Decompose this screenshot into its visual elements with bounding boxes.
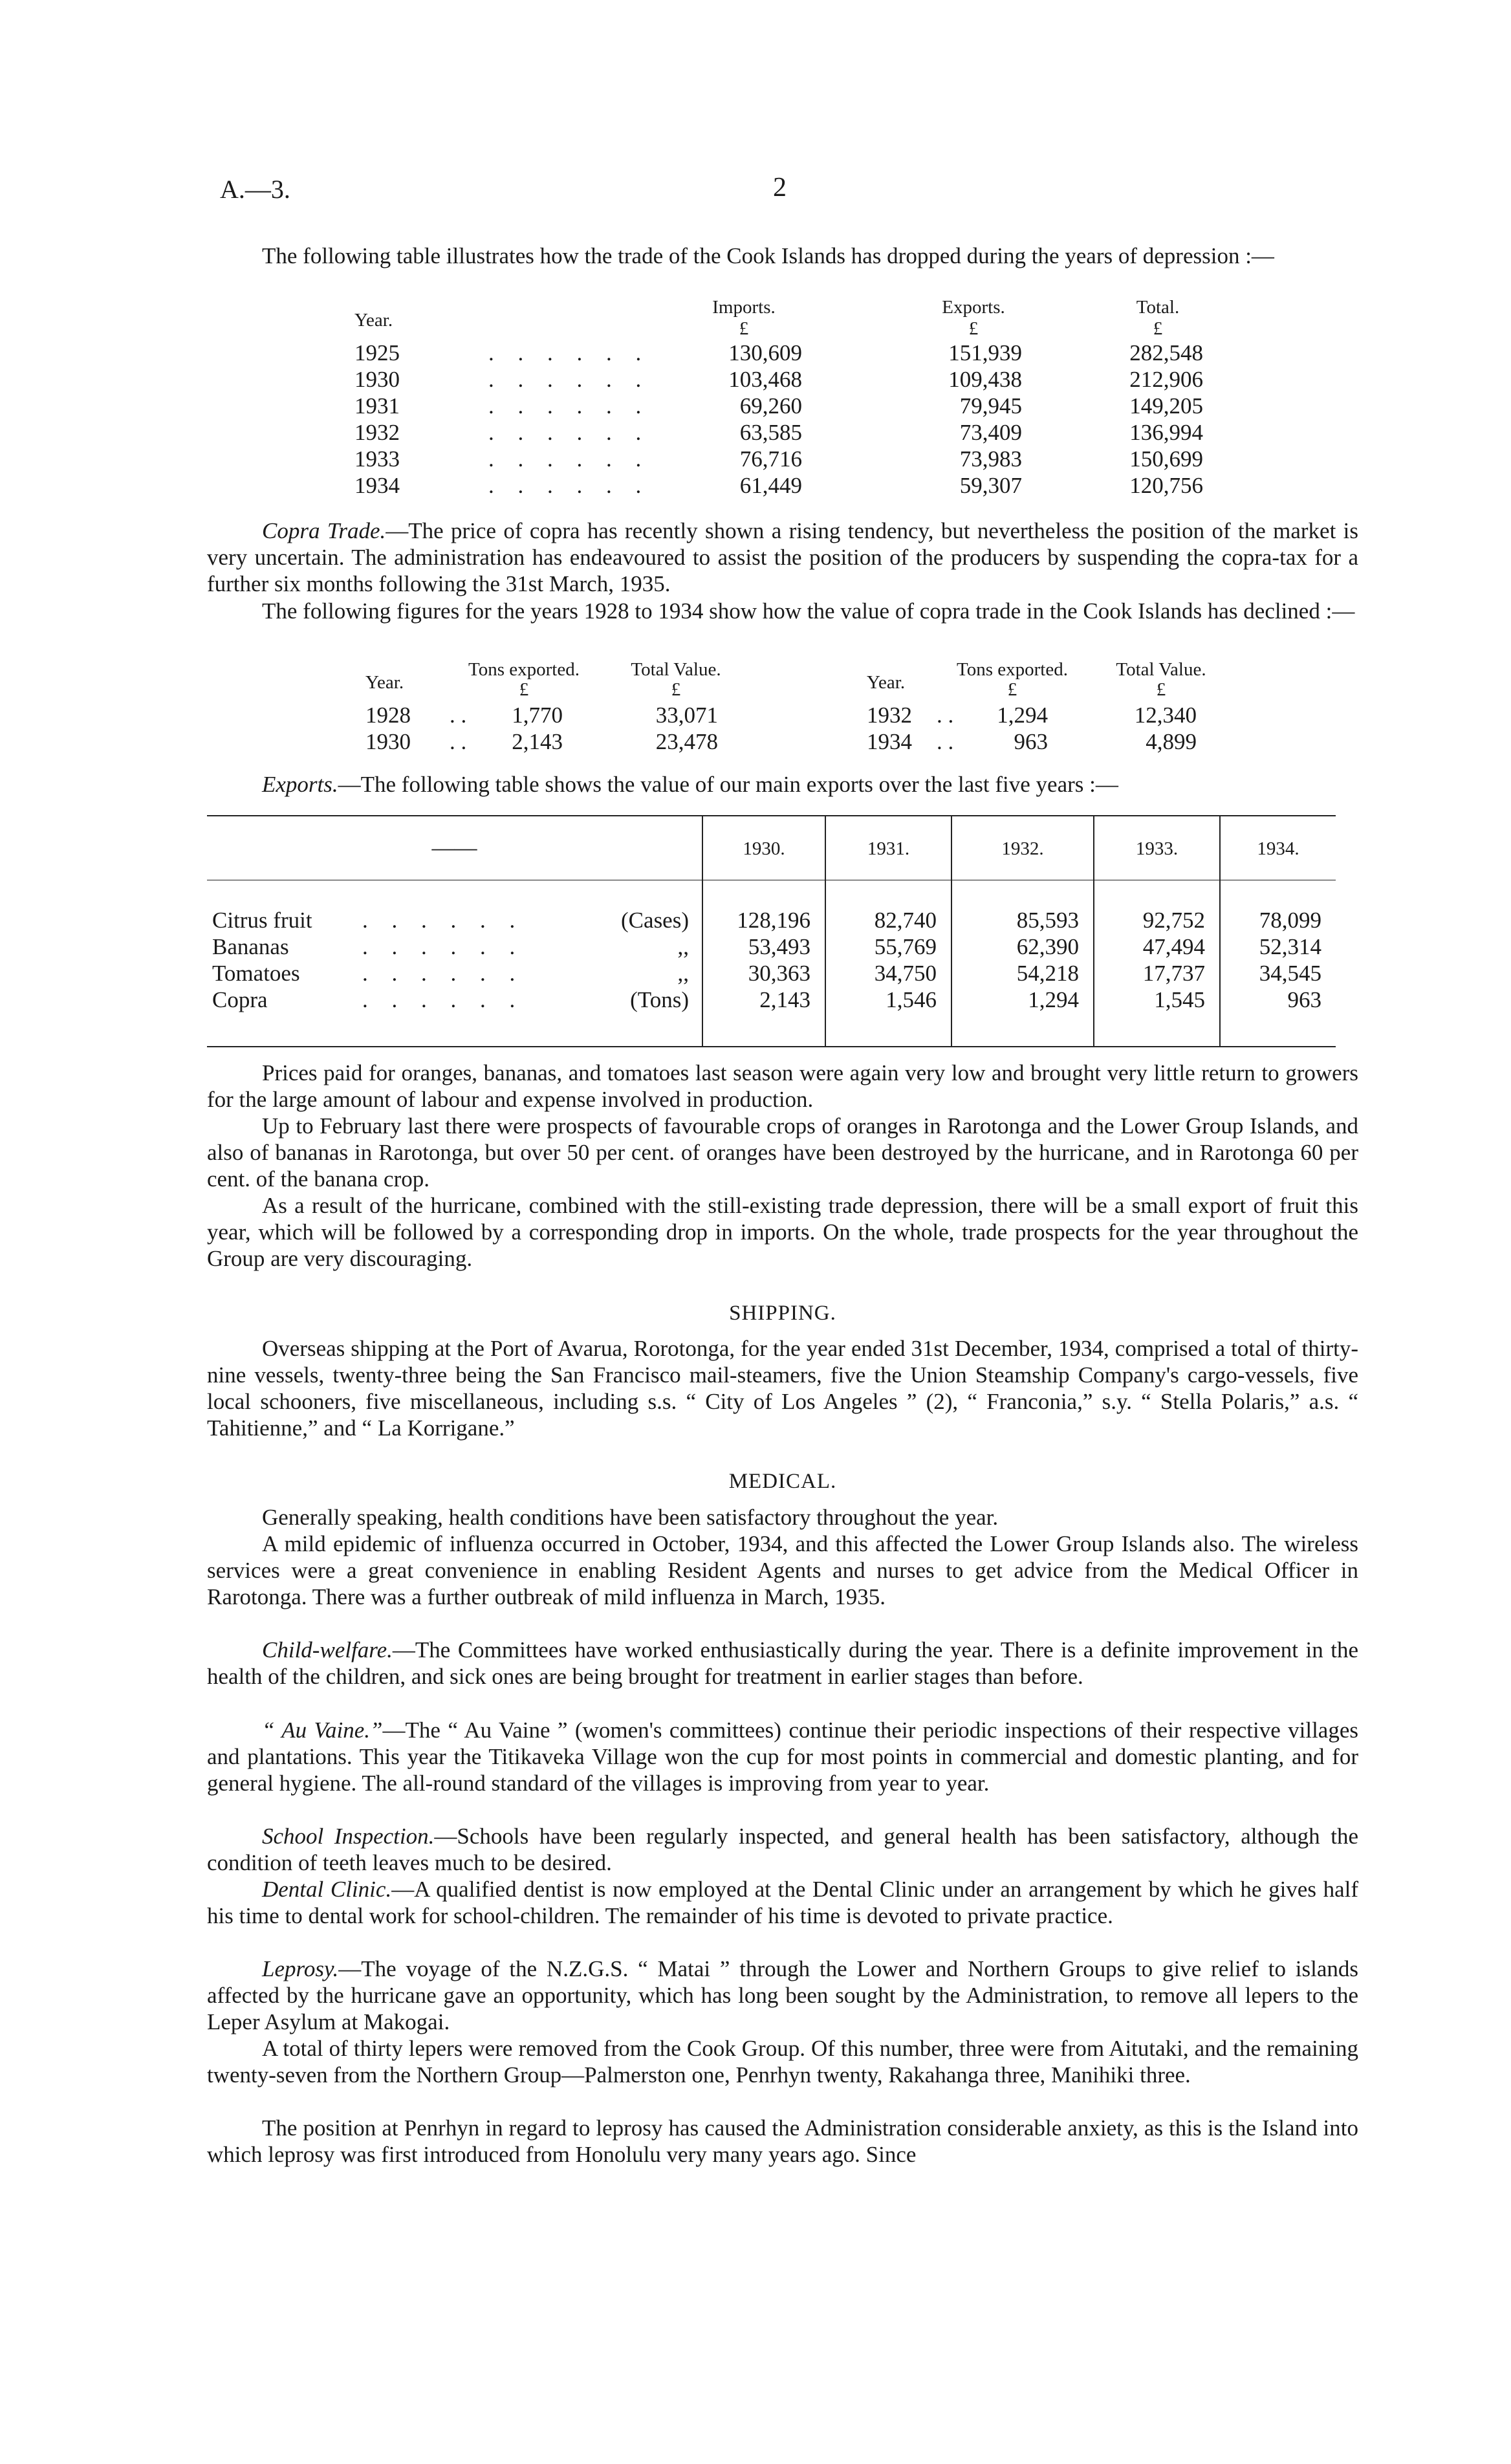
exports-row-leader: . . . . . . — [362, 934, 525, 959]
exports-row-item: Tomatoes — [212, 961, 300, 986]
exports-row-value: 62,390 — [1016, 934, 1079, 959]
trade-row-exports: 73,409 — [959, 420, 1022, 445]
exports-row-unit: (Cases) — [621, 908, 689, 933]
exports-row-value: 53,493 — [748, 934, 810, 959]
shipping-heading: SHIPPING. — [729, 1302, 836, 1325]
trade-row-year: 1932 — [354, 420, 400, 445]
copra-right-value: 4,899 — [1146, 729, 1197, 754]
trade-row-leader: . . . . . . — [488, 393, 651, 419]
copra-right-col-year: Year. — [867, 672, 906, 693]
child-welfare-paragraph — [207, 1637, 1358, 1690]
trade-row-imports: 103,468 — [728, 367, 802, 392]
copra-text: —The price of copra has recently shown a rising tendency, but nevertheless the position of the market is very uncertain. The administration has endeavoured to assist the position of the producers by suspending the copra-tax for a further six months following the 31st March, 1935. — [207, 518, 1358, 596]
school-inspection-title: School Inspection. — [262, 1824, 435, 1849]
trade-row-total: 120,756 — [1129, 473, 1203, 498]
document-reference: A.—3. — [220, 175, 290, 204]
copra-right-tons: 963 — [1014, 729, 1048, 754]
trade-row-imports: 130,609 — [728, 340, 802, 365]
trade-row-imports: 76,716 — [739, 446, 802, 472]
trade-row-leader: . . . . . . — [488, 367, 651, 392]
copra-title: Copra Trade. — [262, 518, 386, 543]
copra-right-leader: . . — [937, 703, 954, 728]
trade-row-exports: 79,945 — [959, 393, 1022, 419]
exports-row-value: 55,769 — [874, 934, 937, 959]
trade-unit-imports: £ — [739, 318, 749, 339]
exports-row-value: 17,737 — [1142, 961, 1205, 986]
exports-table-top-rule — [207, 815, 1336, 816]
copra-paragraph-2: The following figures for the years 1928 to 1934 show how the value of copra trade in the Cook Islands has declined :— — [262, 598, 1355, 624]
copra-left-year: 1930 — [365, 729, 411, 754]
exports-intro — [207, 771, 1358, 798]
dental-clinic-title: Dental Clinic. — [262, 1877, 392, 1902]
exports-row-item: Copra — [212, 987, 268, 1012]
copra-left-value: 23,478 — [655, 729, 718, 754]
copra-right-year: 1934 — [867, 729, 912, 754]
trade-row-imports: 69,260 — [739, 393, 802, 419]
au-vaine-text: —The “ Au Vaine ” (women's committees) continue their periodic inspections of their respective villages and plantations. This year the Titikaveka Village won the cup for most points in commercial and domestic planting, and for general hygiene. The all-round standard of the villages is improving from year to year. — [207, 1717, 1358, 1796]
exports-row-value: 128,196 — [737, 908, 810, 933]
shipping-paragraph: Overseas shipping at the Port of Avarua, Rorotonga, for the year ended 31st December, 1934, comprised a total of thirty-nine vessels, twenty-three being the San Francisco mail-steamers, five the Union Steamship Company's cargo-vessels, five local schooners, five miscellaneous, including s.s. “ City of Los Angeles ” (2), “ Franconia,” s.y. “ Stella Polaris,” a.s. “ Tahitienne,” and “ La Korrigane.” — [207, 1336, 1358, 1441]
trade-row-total: 150,699 — [1129, 446, 1203, 472]
trade-unit-exports: £ — [968, 318, 979, 339]
trade-row-leader: . . . . . . — [488, 340, 651, 365]
exports-row-leader: . . . . . . — [362, 908, 525, 933]
page-number: 2 — [773, 173, 787, 202]
au-vaine-paragraph — [207, 1717, 1358, 1796]
copra-left-unit-tons: £ — [519, 679, 529, 700]
exports-row-item: Bananas — [212, 934, 289, 959]
exports-col-year: 1932. — [1001, 838, 1044, 859]
exports-row-value: 78,099 — [1259, 908, 1321, 933]
au-vaine-title: “ Au Vaine.” — [262, 1717, 383, 1743]
trade-row-exports: 73,983 — [959, 446, 1022, 472]
trade-col-exports: Exports. — [942, 297, 1005, 318]
school-inspection-paragraph — [207, 1823, 1358, 1876]
exports-row-value: 47,494 — [1142, 934, 1205, 959]
trade-row-leader: . . . . . . — [488, 473, 651, 498]
trade-col-year: Year. — [354, 310, 393, 331]
exports-row-unit: ,, — [677, 961, 689, 986]
trade-row-total: 136,994 — [1129, 420, 1203, 445]
copra-right-tons: 1,294 — [997, 703, 1048, 728]
copra-right-unit-tons: £ — [1007, 679, 1017, 700]
trade-row-imports: 61,449 — [739, 473, 802, 498]
exports-table-bottom-rule — [207, 1046, 1336, 1047]
trade-row-leader: . . . . . . — [488, 420, 651, 445]
copra-right-col-value: Total Value. — [1116, 659, 1206, 680]
copra-right-unit-value: £ — [1156, 679, 1166, 700]
trade-row-year: 1931 — [354, 393, 400, 419]
trade-col-total: Total. — [1136, 297, 1180, 318]
paragraph-hurricane: As a result of the hurricane, combined with the still-existing trade depression, there will be a small export of fruit this year, which will be followed by a corresponding drop in imports. On the whole, trade prospects for the year throughout the Group are very discouraging. — [207, 1193, 1358, 1271]
copra-left-value: 33,071 — [655, 703, 718, 728]
exports-row-unit: (Tons) — [630, 987, 689, 1012]
trade-row-total: 282,548 — [1129, 340, 1203, 365]
trade-row-exports: 59,307 — [959, 473, 1022, 498]
copra-left-col-value: Total Value. — [631, 659, 721, 680]
trade-row-total: 212,906 — [1129, 367, 1203, 392]
trade-row-year: 1925 — [354, 340, 400, 365]
medical-heading: MEDICAL. — [728, 1470, 837, 1493]
exports-row-value: 54,218 — [1016, 961, 1079, 986]
exports-blank-header: —— — [431, 835, 477, 860]
exports-row-value: 82,740 — [874, 908, 937, 933]
copra-right-value: 12,340 — [1134, 703, 1197, 728]
trade-unit-total: £ — [1153, 318, 1163, 339]
exports-row-leader: . . . . . . — [362, 961, 525, 986]
exports-row-value: 963 — [1287, 987, 1321, 1012]
trade-row-year: 1933 — [354, 446, 400, 472]
exports-row-item: Citrus fruit — [212, 908, 312, 933]
copra-left-col-year: Year. — [365, 672, 404, 693]
exports-row-value: 1,545 — [1154, 987, 1205, 1012]
trade-row-leader: . . . . . . — [488, 446, 651, 472]
exports-col-year: 1931. — [867, 838, 910, 859]
school-inspection-text: —Schools have been regularly inspected, and general health has been satisfactory, although the condition of teeth leaves much to be desired. — [207, 1824, 1358, 1875]
trade-row-year: 1934 — [354, 473, 400, 498]
copra-left-unit-value: £ — [671, 679, 681, 700]
copra-left-year: 1928 — [365, 703, 411, 728]
exports-col-year: 1930. — [743, 838, 785, 859]
exports-row-value: 1,546 — [886, 987, 937, 1012]
paragraph-prospects: Up to February last there were prospects of favourable crops of oranges in Rarotonga and the Lower Group Islands, and also of bananas in Rarotonga, but over 50 per cent. of oranges have been destroyed by the hurricane, and in Rarotonga 60 per cent. of the banana crop. — [207, 1113, 1358, 1192]
exports-row-value: 1,294 — [1028, 987, 1079, 1012]
dental-clinic-paragraph — [207, 1876, 1358, 1929]
child-welfare-title: Child-welfare. — [262, 1637, 393, 1663]
trade-row-exports: 151,939 — [948, 340, 1022, 365]
leprosy-title: Leprosy. — [262, 1956, 339, 1981]
exports-intro-text: —The following table shows the value of our main exports over the last five years :— — [338, 772, 1118, 797]
copra-paragraph-1 — [207, 518, 1358, 597]
dental-clinic-text: —A qualified dentist is now employed at the Dental Clinic under an arrangement by which he gives half his time to dental work for school-children. The remainder of his time is devoted to private practice. — [207, 1877, 1359, 1928]
medical-paragraph-general: Generally speaking, health conditions have been satisfactory throughout the year. — [262, 1505, 999, 1530]
exports-row-value: 30,363 — [748, 961, 810, 986]
medical-paragraph-influenza: A mild epidemic of influenza occurred in October, 1934, and this affected the Lower Group Islands also. The wireless services were a great convenience in enabling Resident Agents and nurses to get advice from the Medical Officer in Rarotonga. There was a further outbreak of mild influenza in March, 1935. — [207, 1531, 1358, 1609]
leprosy-text: —The voyage of the N.Z.G.S. “ Matai ” through the Lower and Northern Groups to give relief to islands affected by the hurricane gave an opportunity, which has long been sought by the Administration, to remove all lepers to the Leper Asylum at Makogai. — [207, 1956, 1358, 2034]
copra-left-leader: . . — [450, 729, 467, 754]
trade-row-total: 149,205 — [1129, 393, 1203, 419]
exports-row-value: 34,545 — [1259, 961, 1321, 986]
paragraph-prices: Prices paid for oranges, bananas, and tomatoes last season were again very low and brought very little return to growers for the large amount of labour and expense involved in production. — [207, 1060, 1358, 1112]
copra-right-leader: . . — [937, 729, 954, 754]
child-welfare-text: —The Committees have worked enthusiastically during the year. There is a definite improvement in the health of the children, and sick ones are being brought for treatment in earlier stages than before. — [207, 1637, 1358, 1689]
penrhyn-paragraph: The position at Penrhyn in regard to leprosy has caused the Administration considerable anxiety, as this is the Island into which leprosy was first introduced from Honolulu very many years ago. Since — [207, 2115, 1358, 2167]
exports-row-unit: ,, — [677, 934, 689, 959]
lepers-removed-paragraph: A total of thirty lepers were removed from the Cook Group. Of this number, three were from Aitutaki, and the remaining twenty-seven from the Northern Group—Palmerston one, Penrhyn twenty, Rakahanga three, Manihiki three. — [207, 2036, 1358, 2088]
copra-right-year: 1932 — [867, 703, 912, 728]
exports-row-value: 92,752 — [1142, 908, 1205, 933]
exports-title: Exports. — [262, 772, 338, 797]
copra-left-tons: 1,770 — [512, 703, 563, 728]
copra-left-tons: 2,143 — [512, 729, 563, 754]
exports-row-value: 52,314 — [1259, 934, 1321, 959]
leprosy-paragraph — [207, 1956, 1358, 2035]
trade-col-imports: Imports. — [712, 297, 776, 318]
exports-row-value: 2,143 — [759, 987, 810, 1012]
exports-row-leader: . . . . . . — [362, 987, 525, 1012]
exports-col-year: 1933. — [1135, 838, 1179, 859]
trade-row-exports: 109,438 — [948, 367, 1022, 392]
copra-left-col-tons: Tons exported. — [468, 659, 580, 680]
exports-row-value: 34,750 — [874, 961, 937, 986]
trade-row-imports: 63,585 — [739, 420, 802, 445]
exports-row-value: 85,593 — [1016, 908, 1079, 933]
intro-paragraph: The following table illustrates how the trade of the Cook Islands has dropped during the years of depression :— — [262, 243, 1274, 268]
exports-col-year: 1934. — [1257, 838, 1299, 859]
copra-left-leader: . . — [450, 703, 467, 728]
copra-right-col-tons: Tons exported. — [957, 659, 1068, 680]
trade-row-year: 1930 — [354, 367, 400, 392]
